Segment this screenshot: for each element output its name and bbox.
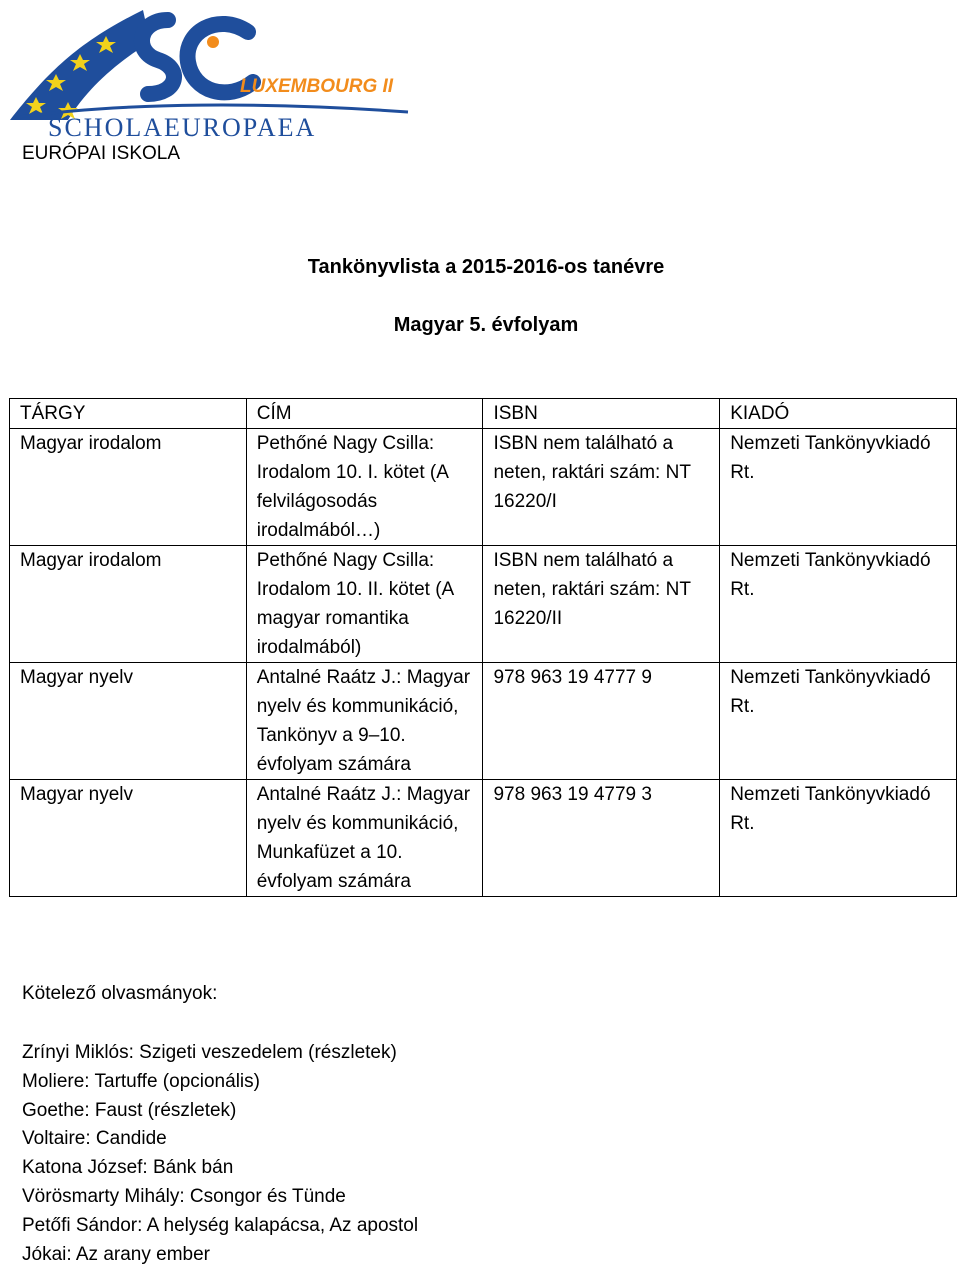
readings-list — [22, 1039, 418, 1269]
list-item: Petőfi Sándor: A helység kalapácsa, Az apostol — [22, 1214, 419, 1236]
list-item: Vörösmarty Mihály: Csongor és Tünde — [22, 1185, 346, 1207]
header-isbn: ISBN — [483, 399, 720, 429]
cell-subject: Magyar irodalom — [10, 429, 247, 546]
cell-publisher: Nemzeti Tankönyvkiadó Rt. — [720, 780, 957, 897]
readings-heading: Kötelező olvasmányok: — [22, 983, 218, 1004]
cell-publisher: Nemzeti Tankönyvkiadó Rt. — [720, 663, 957, 780]
page-title: Tankönyvlista a 2015-2016-os tanévre — [307, 256, 665, 278]
table-row — [10, 429, 957, 546]
textbook-table — [9, 398, 957, 897]
cell-title: Antalné Raátz J.: Magyar nyelv és kommunikáció, Munkafüzet a 10. évfolyam számára — [246, 780, 483, 897]
list-item: Katona József: Bánk bán — [22, 1157, 234, 1179]
cell-publisher: Nemzeti Tankönyvkiadó Rt. — [720, 429, 957, 546]
list-item: Moliere: Tartuffe (opcionális) — [22, 1070, 260, 1092]
logo-orange-dot — [207, 36, 219, 48]
table-row — [10, 780, 957, 897]
school-name: EURÓPAI ISKOLA — [22, 143, 181, 164]
logo-wordmark: SCHOLAEUROPAEA — [48, 113, 317, 142]
list-item: Voltaire: Candide — [22, 1128, 167, 1150]
logo-letter-s — [142, 20, 174, 94]
table-header-row — [10, 399, 957, 429]
table-row — [10, 546, 957, 663]
header-publisher: KIADÓ — [720, 399, 957, 429]
cell-isbn: ISBN nem található a neten, raktári szám: NT 16220/I — [483, 429, 720, 546]
header-subject: TÁRGY — [10, 399, 247, 429]
table-row — [10, 663, 957, 780]
cell-title: Pethőné Nagy Csilla: Irodalom 10. II. kötet (A magyar romantika irodalmából) — [246, 546, 483, 663]
cell-subject: Magyar nyelv — [10, 663, 247, 780]
cell-isbn: ISBN nem található a neten, raktári szám: NT 16220/II — [483, 546, 720, 663]
cell-title: Antalné Raátz J.: Magyar nyelv és kommunikáció, Tankönyv a 9–10. évfolyam számára — [246, 663, 483, 780]
list-item: Zrínyi Miklós: Szigeti veszedelem (részletek) — [22, 1042, 397, 1063]
header-title: CÍM — [246, 399, 483, 429]
list-item: Jókai: Az arany ember — [22, 1243, 210, 1265]
logo-luxembourg-text: LUXEMBOURG II — [240, 76, 394, 97]
page-subtitle: Magyar 5. évfolyam — [393, 314, 579, 336]
cell-publisher: Nemzeti Tankönyvkiadó Rt. — [720, 546, 957, 663]
cell-subject: Magyar nyelv — [10, 780, 247, 897]
cell-isbn: 978 963 19 4777 9 — [483, 663, 720, 780]
school-logo — [8, 2, 418, 142]
cell-subject: Magyar irodalom — [10, 546, 247, 663]
cell-isbn: 978 963 19 4779 3 — [483, 780, 720, 897]
list-item: Goethe: Faust (részletek) — [22, 1099, 237, 1121]
cell-title: Pethőné Nagy Csilla: Irodalom 10. I. kötet (A felvilágosodás irodalmából…) — [246, 429, 483, 546]
